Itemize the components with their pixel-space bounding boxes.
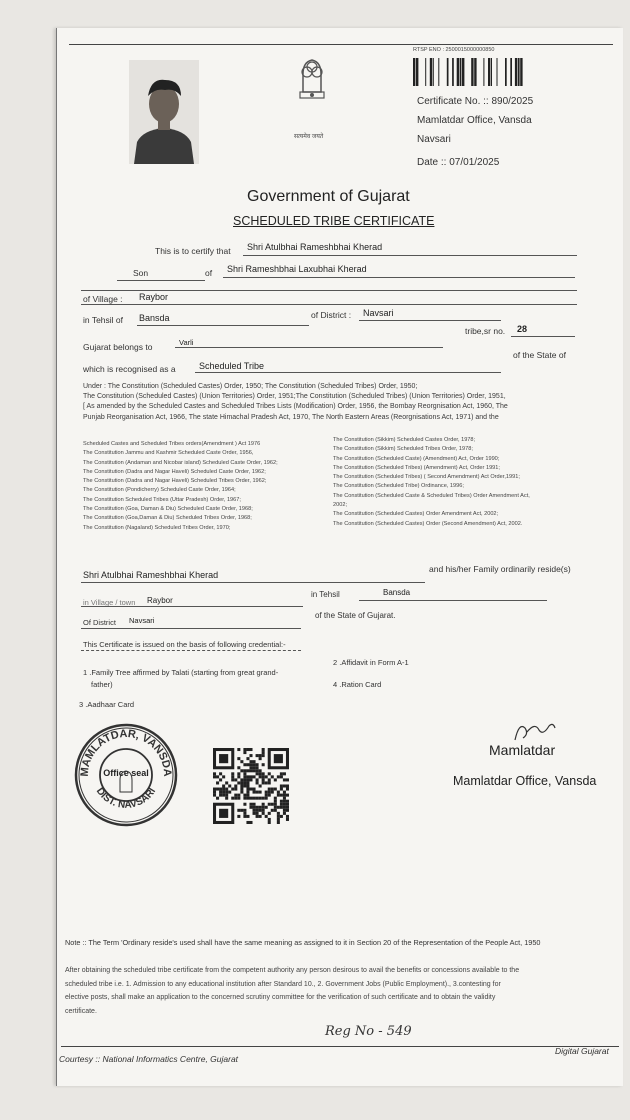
of-label: of [205, 268, 213, 278]
family-label: and his/her Family ordinarily reside(s) [429, 564, 571, 574]
village-value: Raybor [139, 292, 169, 302]
national-emblem-icon [293, 52, 331, 114]
svg-text:DIST. NAVSARI: DIST. NAVSARI [93, 785, 159, 811]
belongs-label: Gujarat belongs to [83, 342, 153, 352]
father-name: Shri Rameshbhai Laxubhai Kherad [227, 264, 367, 274]
barcode-label: RTSP ENO : 2500015000000850 [413, 47, 495, 53]
certificate-page [56, 28, 623, 1086]
office-seal-stamp [73, 722, 179, 828]
credential-2: 2 .Affidavit in Form A-1 [333, 658, 409, 667]
tribe-srno-value: 28 [517, 324, 528, 334]
government-title: Government of Gujarat [247, 188, 410, 205]
certificate-title: SCHEDULED TRIBE CERTIFICATE [233, 214, 435, 228]
credential-1b: father) [91, 680, 113, 689]
relation: Son [133, 268, 149, 278]
recognised-label: which is recognised as a [83, 364, 176, 374]
note-line: Note :: The Term 'Ordinary reside's used shall have the same meaning as assigned to it in Section 20 of the Representation of the People Act, 1950 [65, 938, 541, 947]
handwritten-reg-number: Reg No - 549 [325, 1024, 412, 1039]
residence-tehsil-label: in Tehsil [311, 590, 340, 599]
recognised-value: Scheduled Tribe [199, 361, 265, 371]
footer-digital-gujarat: Digital Gujarat [555, 1046, 609, 1056]
credential-1: 1 .Family Tree affirmed by Talati (starting from great grand- [83, 668, 279, 677]
district-label: of District : [311, 310, 352, 320]
residence-state-label: of the State of Gujarat. [315, 611, 396, 620]
svg-text:MAMLATDAR, VANSDA: MAMLATDAR, VANSDA [78, 727, 174, 777]
top-rule [69, 44, 613, 45]
legal-intro: Under : The Constitution (Scheduled Castes) Order, 1950; The Constitution (Scheduled Tribes) Order, 1950; The Constitution (Scheduled Castes) (Union Territories) Order, 1951;The Constitution (Scheduled Tribes) (Union Territories) Order, 1951, [ As amended by the Scheduled Castes and Scheduled Tribes Lists (Modification) Order, 1956, the Bombay Reorgnisation Act, 1960, The Punjab Reorganisation Act, 1966, The state Himachal Pradesh Act, 1970, The North Eastern Areas (Reorgnisations Act, 1971) and the [83, 383, 508, 421]
credentials-intro: This Certificate is issued on the basis of following credential:- [83, 640, 286, 649]
issue-date: Date :: 07/01/2025 [417, 157, 500, 168]
orders-left-list: Scheduled Castes and Scheduled Tribes orders(Amendment ) Act 1976 The Constitution Jammu and Kashmir Scheduled Caste Order, 1956, The Constitution (Andaman and Nicobar island) Scheduled Caste Order, 1962; The Constitution (Dadra and Nagar Haveli) Scheduled Caste Order, 1962; The Constitution (Dadra and Nagar Haveli) Scheduled Tribes Order, 1962; The Constitution (Pondicherry) Scheduled Caste Order, 1964; The Constitution Scheduled Tribes (Uttar Pradesh) Order, 1967; The Constitution (Goa, Daman & Diu) Scheduled Caste Order, 1968; The Constitution (Goa,Daman & Diu) Scheduled Tribes Order, 1968; The Constitution (Nagaland) Scheduled Tribes Order, 1970; [83, 441, 278, 531]
emblem-caption: सत्यमेव जयते [294, 134, 324, 140]
certificate-number: Certificate No. :: 890/2025 [417, 96, 534, 107]
residence-district: Navsari [129, 616, 155, 625]
qr-code-icon [213, 748, 289, 850]
residence-village: Raybor [147, 596, 173, 605]
state-of-label: of the State of [513, 350, 566, 360]
applicant-photo [129, 60, 199, 164]
orders-right-list: The Constitution (Sikkim) Scheduled Castes Order, 1978; The Constitution (Sikkim) Scheduled Tribes Order, 1978; The Constitution (Scheduled Caste) (Amendment) Act, Order 1990; The Constitution (Scheduled Tribes) (Amendment) Act, Order 1991; The Constitution (Scheduled Tribes) ( Second Amendment) Act Order,1991; The Constitution (Scheduled Tribe) Ordinance, 1996; The Constitution (Scheduled Caste & Scheduled Tribes) Order Amendment Act, 2002; The Constitution (Scheduled Castes) Order Amendment Act, 2002; The Constitution (Scheduled Castes) Order (Second Amendment) Act, 2002. [333, 437, 530, 527]
signatory-office: Mamlatdar Office, Vansda [453, 774, 597, 788]
credential-3: 3 .Aadhaar Card [79, 700, 135, 709]
barcode-icon [413, 58, 525, 86]
tehsil-value: Bansda [139, 313, 170, 323]
village-label: of Village : [83, 294, 123, 304]
tribe-name: Varli [179, 338, 194, 347]
footer-courtesy: Courtesy :: National Informatics Centre, Gujarat [59, 1054, 239, 1064]
residence-name: Shri Atulbhai Rameshbhai Kherad [83, 570, 219, 580]
signature-scribble-icon [509, 718, 559, 744]
office-line1: Mamlatdar Office, Vansda [417, 115, 532, 126]
residence-district-label: Of District [83, 618, 116, 627]
note-paragraph: After obtaining the scheduled tribe certificate from the competent authority any person desirous to avail the benefits or concessions available to the scheduled tribe i.e. 1. Admission to any educational institution after Standard 10., 2. Government Jobs (Public Employment)., 3.contesting for elective posts, shall make an application to the concerned scrutiny committee for the verification of such certificate and to obtain the validity certificate. [65, 967, 520, 1015]
holder-name: Shri Atulbhai Rameshbhai Kherad [247, 242, 383, 252]
signatory-title: Mamlatdar [489, 742, 556, 758]
tribe-srno-label: tribe,sr no. [465, 326, 506, 336]
tehsil-label: in Tehsil of [83, 315, 124, 325]
certify-label: This is to certify that [155, 246, 231, 256]
residence-village-label: in Village / town [83, 598, 136, 607]
office-line2: Navsari [417, 134, 451, 145]
residence-tehsil: Bansda [383, 588, 411, 597]
svg-text:Office seal: Office seal [103, 768, 149, 778]
district-value: Navsari [363, 308, 394, 318]
credential-4: 4 .Ration Card [333, 680, 382, 689]
